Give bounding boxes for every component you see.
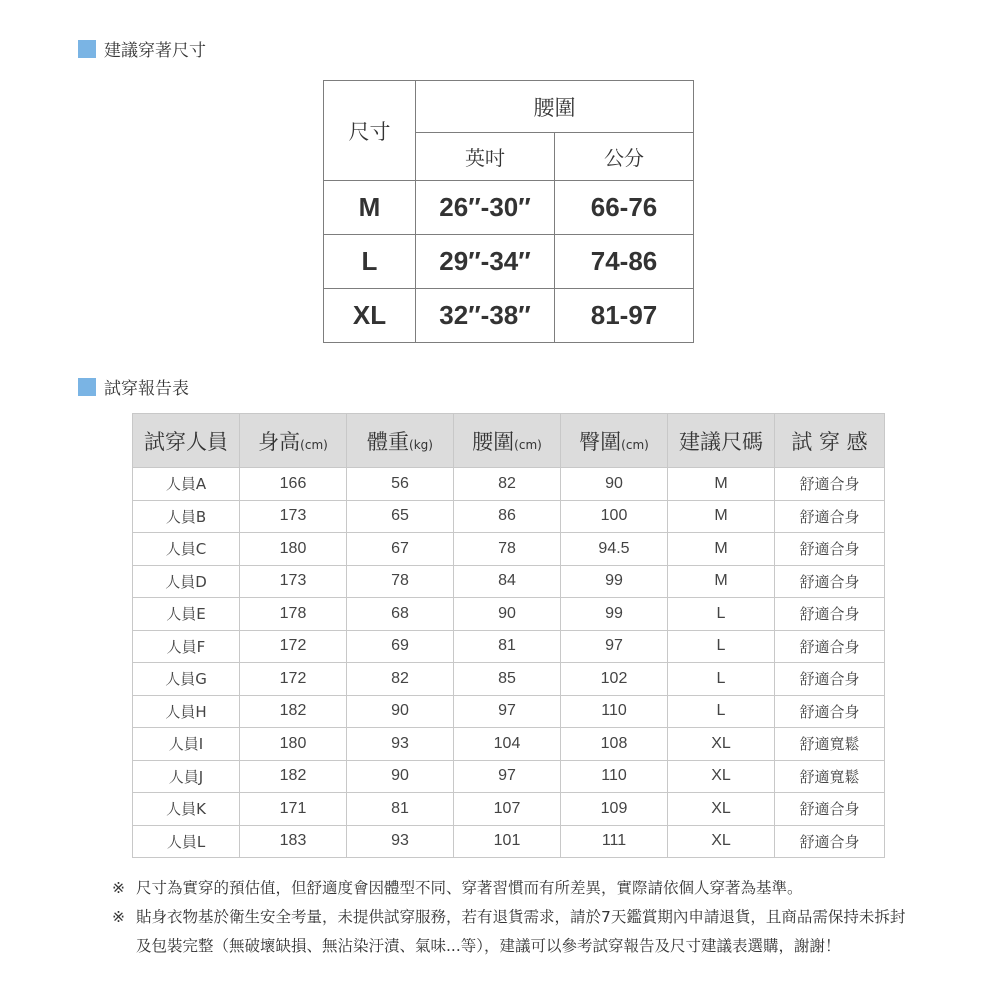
weight-cell: 65 bbox=[347, 500, 454, 533]
waist-cell: 82 bbox=[454, 468, 561, 501]
weight-cell: 90 bbox=[347, 760, 454, 793]
weight-cell: 81 bbox=[347, 793, 454, 826]
cm-header: 公分 bbox=[555, 133, 694, 181]
size-cell: L bbox=[668, 598, 775, 631]
size-row bbox=[324, 289, 694, 343]
report-header-unit: (cm) bbox=[300, 437, 328, 452]
hip-cell: 90 bbox=[561, 468, 668, 501]
inch-cell: 32″-38″ bbox=[416, 289, 555, 343]
member-cell: 人員K bbox=[133, 793, 240, 826]
note-mark: ※ bbox=[112, 879, 125, 897]
member-cell: 人員G bbox=[133, 663, 240, 696]
feel-cell: 舒適合身 bbox=[775, 630, 885, 663]
notes bbox=[112, 874, 912, 961]
hip-cell: 110 bbox=[561, 695, 668, 728]
inch-header: 英吋 bbox=[416, 133, 555, 181]
report-section-header bbox=[78, 374, 189, 399]
hip-cell: 94.5 bbox=[561, 533, 668, 566]
size-cell: M bbox=[668, 500, 775, 533]
inch-cell: 26″-30″ bbox=[416, 181, 555, 235]
member-cell: 人員J bbox=[133, 760, 240, 793]
feel-cell: 舒適合身 bbox=[775, 598, 885, 631]
table-row bbox=[133, 468, 885, 501]
table-row bbox=[133, 663, 885, 696]
feel-cell: 舒適合身 bbox=[775, 468, 885, 501]
table-row bbox=[133, 533, 885, 566]
hip-cell: 102 bbox=[561, 663, 668, 696]
height-cell: 173 bbox=[240, 500, 347, 533]
height-cell: 180 bbox=[240, 728, 347, 761]
report-header-unit: (kg) bbox=[409, 437, 433, 452]
size-cell: XL bbox=[324, 289, 416, 343]
feel-cell: 舒適合身 bbox=[775, 533, 885, 566]
feel-cell: 舒適合身 bbox=[775, 500, 885, 533]
waist-cell: 97 bbox=[454, 695, 561, 728]
size-section-header bbox=[78, 36, 206, 61]
weight-cell: 56 bbox=[347, 468, 454, 501]
size-cell: XL bbox=[668, 825, 775, 858]
waist-cell: 101 bbox=[454, 825, 561, 858]
height-cell: 182 bbox=[240, 695, 347, 728]
report-header-cell bbox=[561, 414, 668, 468]
member-cell: 人員D bbox=[133, 565, 240, 598]
member-cell: 人員L bbox=[133, 825, 240, 858]
height-cell: 182 bbox=[240, 760, 347, 793]
hip-cell: 99 bbox=[561, 598, 668, 631]
table-row bbox=[133, 500, 885, 533]
table-row bbox=[133, 695, 885, 728]
feel-cell: 舒適合身 bbox=[775, 565, 885, 598]
size-section-title: 建議穿著尺寸 bbox=[104, 41, 206, 61]
member-cell: 人員H bbox=[133, 695, 240, 728]
weight-cell: 67 bbox=[347, 533, 454, 566]
cm-cell: 81-97 bbox=[555, 289, 694, 343]
waist-cell: 107 bbox=[454, 793, 561, 826]
weight-cell: 90 bbox=[347, 695, 454, 728]
note-text: 貼身衣物基於衛生安全考量，未提供試穿服務，若有退貨需求，請於7天鑑賞期內申請退貨，且商品需保持未拆封及包裝完整（無破壞缺損、無沾染汙漬、氣味...等），建議可以參考試穿報告及尺寸建議表選購，謝謝！ bbox=[136, 908, 906, 955]
report-header-label: 試 穿 感 bbox=[791, 429, 868, 454]
cm-cell: 66-76 bbox=[555, 181, 694, 235]
height-cell: 180 bbox=[240, 533, 347, 566]
note-2 bbox=[112, 903, 912, 961]
weight-cell: 69 bbox=[347, 630, 454, 663]
table-row bbox=[133, 728, 885, 761]
member-cell: 人員A bbox=[133, 468, 240, 501]
feel-cell: 舒適寬鬆 bbox=[775, 728, 885, 761]
height-cell: 172 bbox=[240, 630, 347, 663]
table-row bbox=[133, 565, 885, 598]
size-cell: M bbox=[668, 565, 775, 598]
weight-cell: 93 bbox=[347, 728, 454, 761]
report-header-cell bbox=[240, 414, 347, 468]
report-header-cell bbox=[668, 414, 775, 468]
hip-cell: 99 bbox=[561, 565, 668, 598]
report-table bbox=[132, 413, 885, 858]
feel-cell: 舒適合身 bbox=[775, 663, 885, 696]
waist-header: 腰圍 bbox=[416, 81, 694, 133]
size-cell: L bbox=[668, 695, 775, 728]
report-header-cell bbox=[133, 414, 240, 468]
inch-cell: 29″-34″ bbox=[416, 235, 555, 289]
report-header-label: 建議尺碼 bbox=[679, 429, 763, 454]
weight-cell: 78 bbox=[347, 565, 454, 598]
size-row bbox=[324, 181, 694, 235]
waist-cell: 84 bbox=[454, 565, 561, 598]
hip-cell: 110 bbox=[561, 760, 668, 793]
size-table bbox=[323, 80, 694, 343]
table-row bbox=[133, 630, 885, 663]
table-row bbox=[133, 793, 885, 826]
note-text: 尺寸為實穿的預估值，但舒適度會因體型不同、穿著習慣而有所差異，實際請依個人穿著為基準。 bbox=[136, 879, 803, 897]
table-row bbox=[133, 825, 885, 858]
note-1 bbox=[112, 874, 912, 903]
size-cell: L bbox=[668, 630, 775, 663]
waist-cell: 97 bbox=[454, 760, 561, 793]
waist-cell: 86 bbox=[454, 500, 561, 533]
feel-cell: 舒適合身 bbox=[775, 695, 885, 728]
waist-cell: 78 bbox=[454, 533, 561, 566]
report-section-title: 試穿報告表 bbox=[104, 379, 189, 399]
report-header-label: 體重 bbox=[367, 429, 410, 454]
height-cell: 178 bbox=[240, 598, 347, 631]
member-cell: 人員B bbox=[133, 500, 240, 533]
note-mark: ※ bbox=[112, 908, 125, 926]
hip-cell: 111 bbox=[561, 825, 668, 858]
hip-cell: 100 bbox=[561, 500, 668, 533]
weight-cell: 68 bbox=[347, 598, 454, 631]
section-marker-icon bbox=[78, 40, 96, 58]
report-header-cell bbox=[454, 414, 561, 468]
size-cell: M bbox=[668, 468, 775, 501]
cm-cell: 74-86 bbox=[555, 235, 694, 289]
report-header-label: 試穿人員 bbox=[144, 429, 228, 454]
hip-cell: 108 bbox=[561, 728, 668, 761]
hip-cell: 97 bbox=[561, 630, 668, 663]
size-row bbox=[324, 235, 694, 289]
height-cell: 171 bbox=[240, 793, 347, 826]
feel-cell: 舒適合身 bbox=[775, 793, 885, 826]
waist-cell: 85 bbox=[454, 663, 561, 696]
member-cell: 人員E bbox=[133, 598, 240, 631]
size-cell: M bbox=[324, 181, 416, 235]
weight-cell: 93 bbox=[347, 825, 454, 858]
report-header-label: 身高 bbox=[258, 429, 301, 454]
waist-cell: 90 bbox=[454, 598, 561, 631]
report-header-label: 臀圍 bbox=[579, 429, 622, 454]
size-cell: XL bbox=[668, 760, 775, 793]
table-row bbox=[133, 760, 885, 793]
waist-cell: 81 bbox=[454, 630, 561, 663]
size-cell: L bbox=[324, 235, 416, 289]
feel-cell: 舒適合身 bbox=[775, 825, 885, 858]
report-header-unit: (cm) bbox=[621, 437, 649, 452]
member-cell: 人員C bbox=[133, 533, 240, 566]
report-header-cell bbox=[775, 414, 885, 468]
size-cell: L bbox=[668, 663, 775, 696]
section-marker-icon bbox=[78, 378, 96, 396]
size-cell: XL bbox=[668, 728, 775, 761]
size-cell: XL bbox=[668, 793, 775, 826]
height-cell: 173 bbox=[240, 565, 347, 598]
size-cell: M bbox=[668, 533, 775, 566]
size-header: 尺寸 bbox=[324, 81, 416, 181]
report-header-label: 腰圍 bbox=[472, 429, 515, 454]
member-cell: 人員F bbox=[133, 630, 240, 663]
report-header-unit: (cm) bbox=[514, 437, 542, 452]
weight-cell: 82 bbox=[347, 663, 454, 696]
member-cell: 人員I bbox=[133, 728, 240, 761]
feel-cell: 舒適寬鬆 bbox=[775, 760, 885, 793]
height-cell: 183 bbox=[240, 825, 347, 858]
height-cell: 172 bbox=[240, 663, 347, 696]
report-header-cell bbox=[347, 414, 454, 468]
hip-cell: 109 bbox=[561, 793, 668, 826]
table-row bbox=[133, 598, 885, 631]
height-cell: 166 bbox=[240, 468, 347, 501]
waist-cell: 104 bbox=[454, 728, 561, 761]
